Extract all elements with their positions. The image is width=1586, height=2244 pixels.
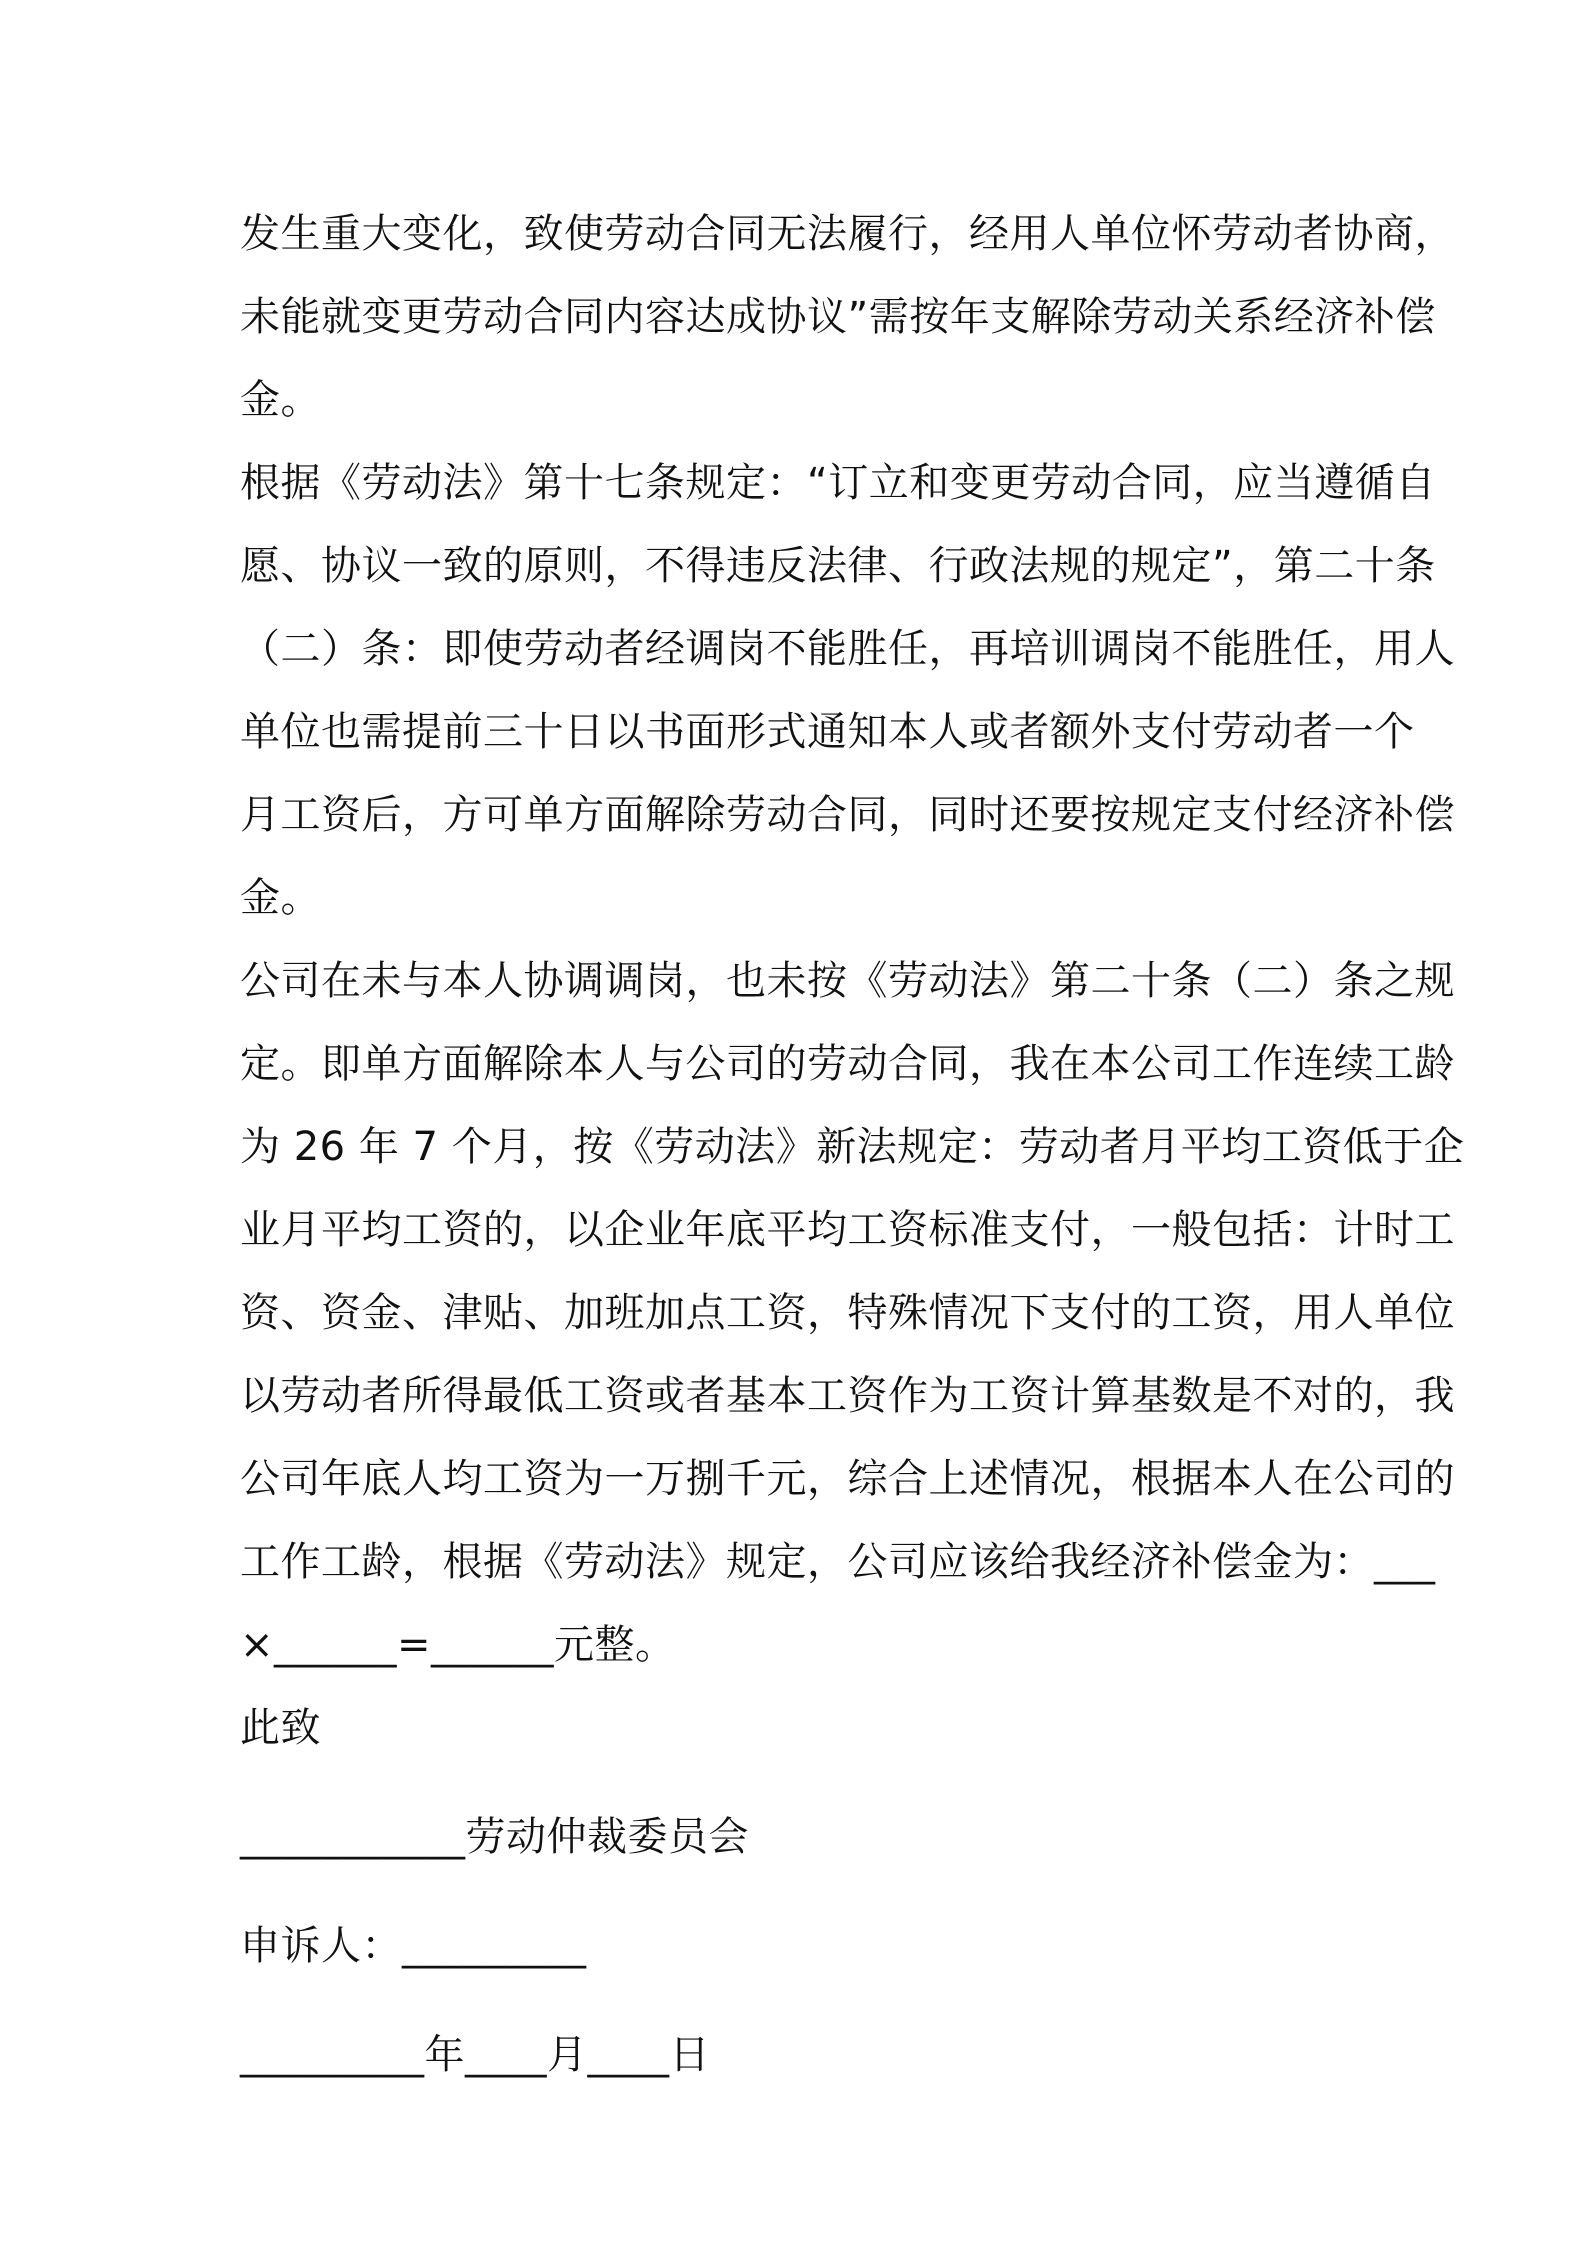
text-line: 未能就变更劳动合同内容达成协议”需按年支解除劳动关系经济补偿	[240, 294, 1436, 340]
text-line: 金。	[240, 377, 321, 423]
date-line: _________年____月____日	[240, 2032, 710, 2078]
text-line: （二）条：即使劳动者经调岗不能胜任，再培训调岗不能胜任，用人	[240, 626, 1455, 672]
text-line: 资、资金、津贴、加班加点工资，特殊情况下支付的工资，用人单位	[240, 1290, 1455, 1336]
spacer	[240, 1988, 1360, 2014]
paragraph-3	[240, 940, 1465, 1687]
text-line: ×______=______元整。	[240, 1622, 676, 1668]
text-line: 公司年底人均工资为一万捌千元，综合上述情况，根据本人在公司的	[240, 1456, 1455, 1502]
text-line: 单位也需提前三十日以书面形式通知本人或者额外支付劳动者一个	[240, 709, 1415, 755]
text-line: 发生重大变化，致使劳动合同无法履行，经用人单位怀劳动者协商，	[240, 211, 1455, 257]
text-line: 月工资后，方可单方面解除劳动合同，同时还要按规定支付经济补偿	[240, 792, 1455, 838]
paragraph-2	[240, 442, 1455, 940]
complainant-line: 申诉人：_________	[240, 1923, 587, 1969]
text-line: 工作工龄，根据《劳动法》规定，公司应该给我经济补偿金为：___	[240, 1539, 1436, 1585]
document-body	[240, 193, 1465, 2097]
paragraph-1	[240, 193, 1455, 442]
text-line: 愿、协议一致的原则，不得违反法律、行政法规的规定”，第二十条	[240, 543, 1436, 589]
spacer	[240, 1770, 1360, 1796]
salutation: 此致	[240, 1705, 321, 1751]
text-line: 业月平均工资的，以企业年底平均工资标准支付，一般包括：计时工	[240, 1207, 1455, 1253]
closing-block	[240, 1687, 1360, 2097]
text-line: 金。	[240, 875, 321, 921]
text-line: 公司在未与本人协调调岗，也未按《劳动法》第二十条（二）条之规	[240, 958, 1455, 1004]
text-line: 定。即单方面解除本人与公司的劳动合同，我在本公司工作连续工龄	[240, 1041, 1455, 1087]
text-line: 以劳动者所得最低工资或者基本工资作为工资计算基数是不对的，我	[240, 1373, 1455, 1419]
text-line: 根据《劳动法》第十七条规定：“订立和变更劳动合同，应当遵循自	[240, 460, 1436, 506]
recipient-line: ___________劳动仲裁委员会	[240, 1814, 749, 1860]
spacer	[240, 1879, 1360, 1905]
text-line: 为 26 年 7 个月，按《劳动法》新法规定：劳动者月平均工资低于企	[240, 1124, 1465, 1170]
